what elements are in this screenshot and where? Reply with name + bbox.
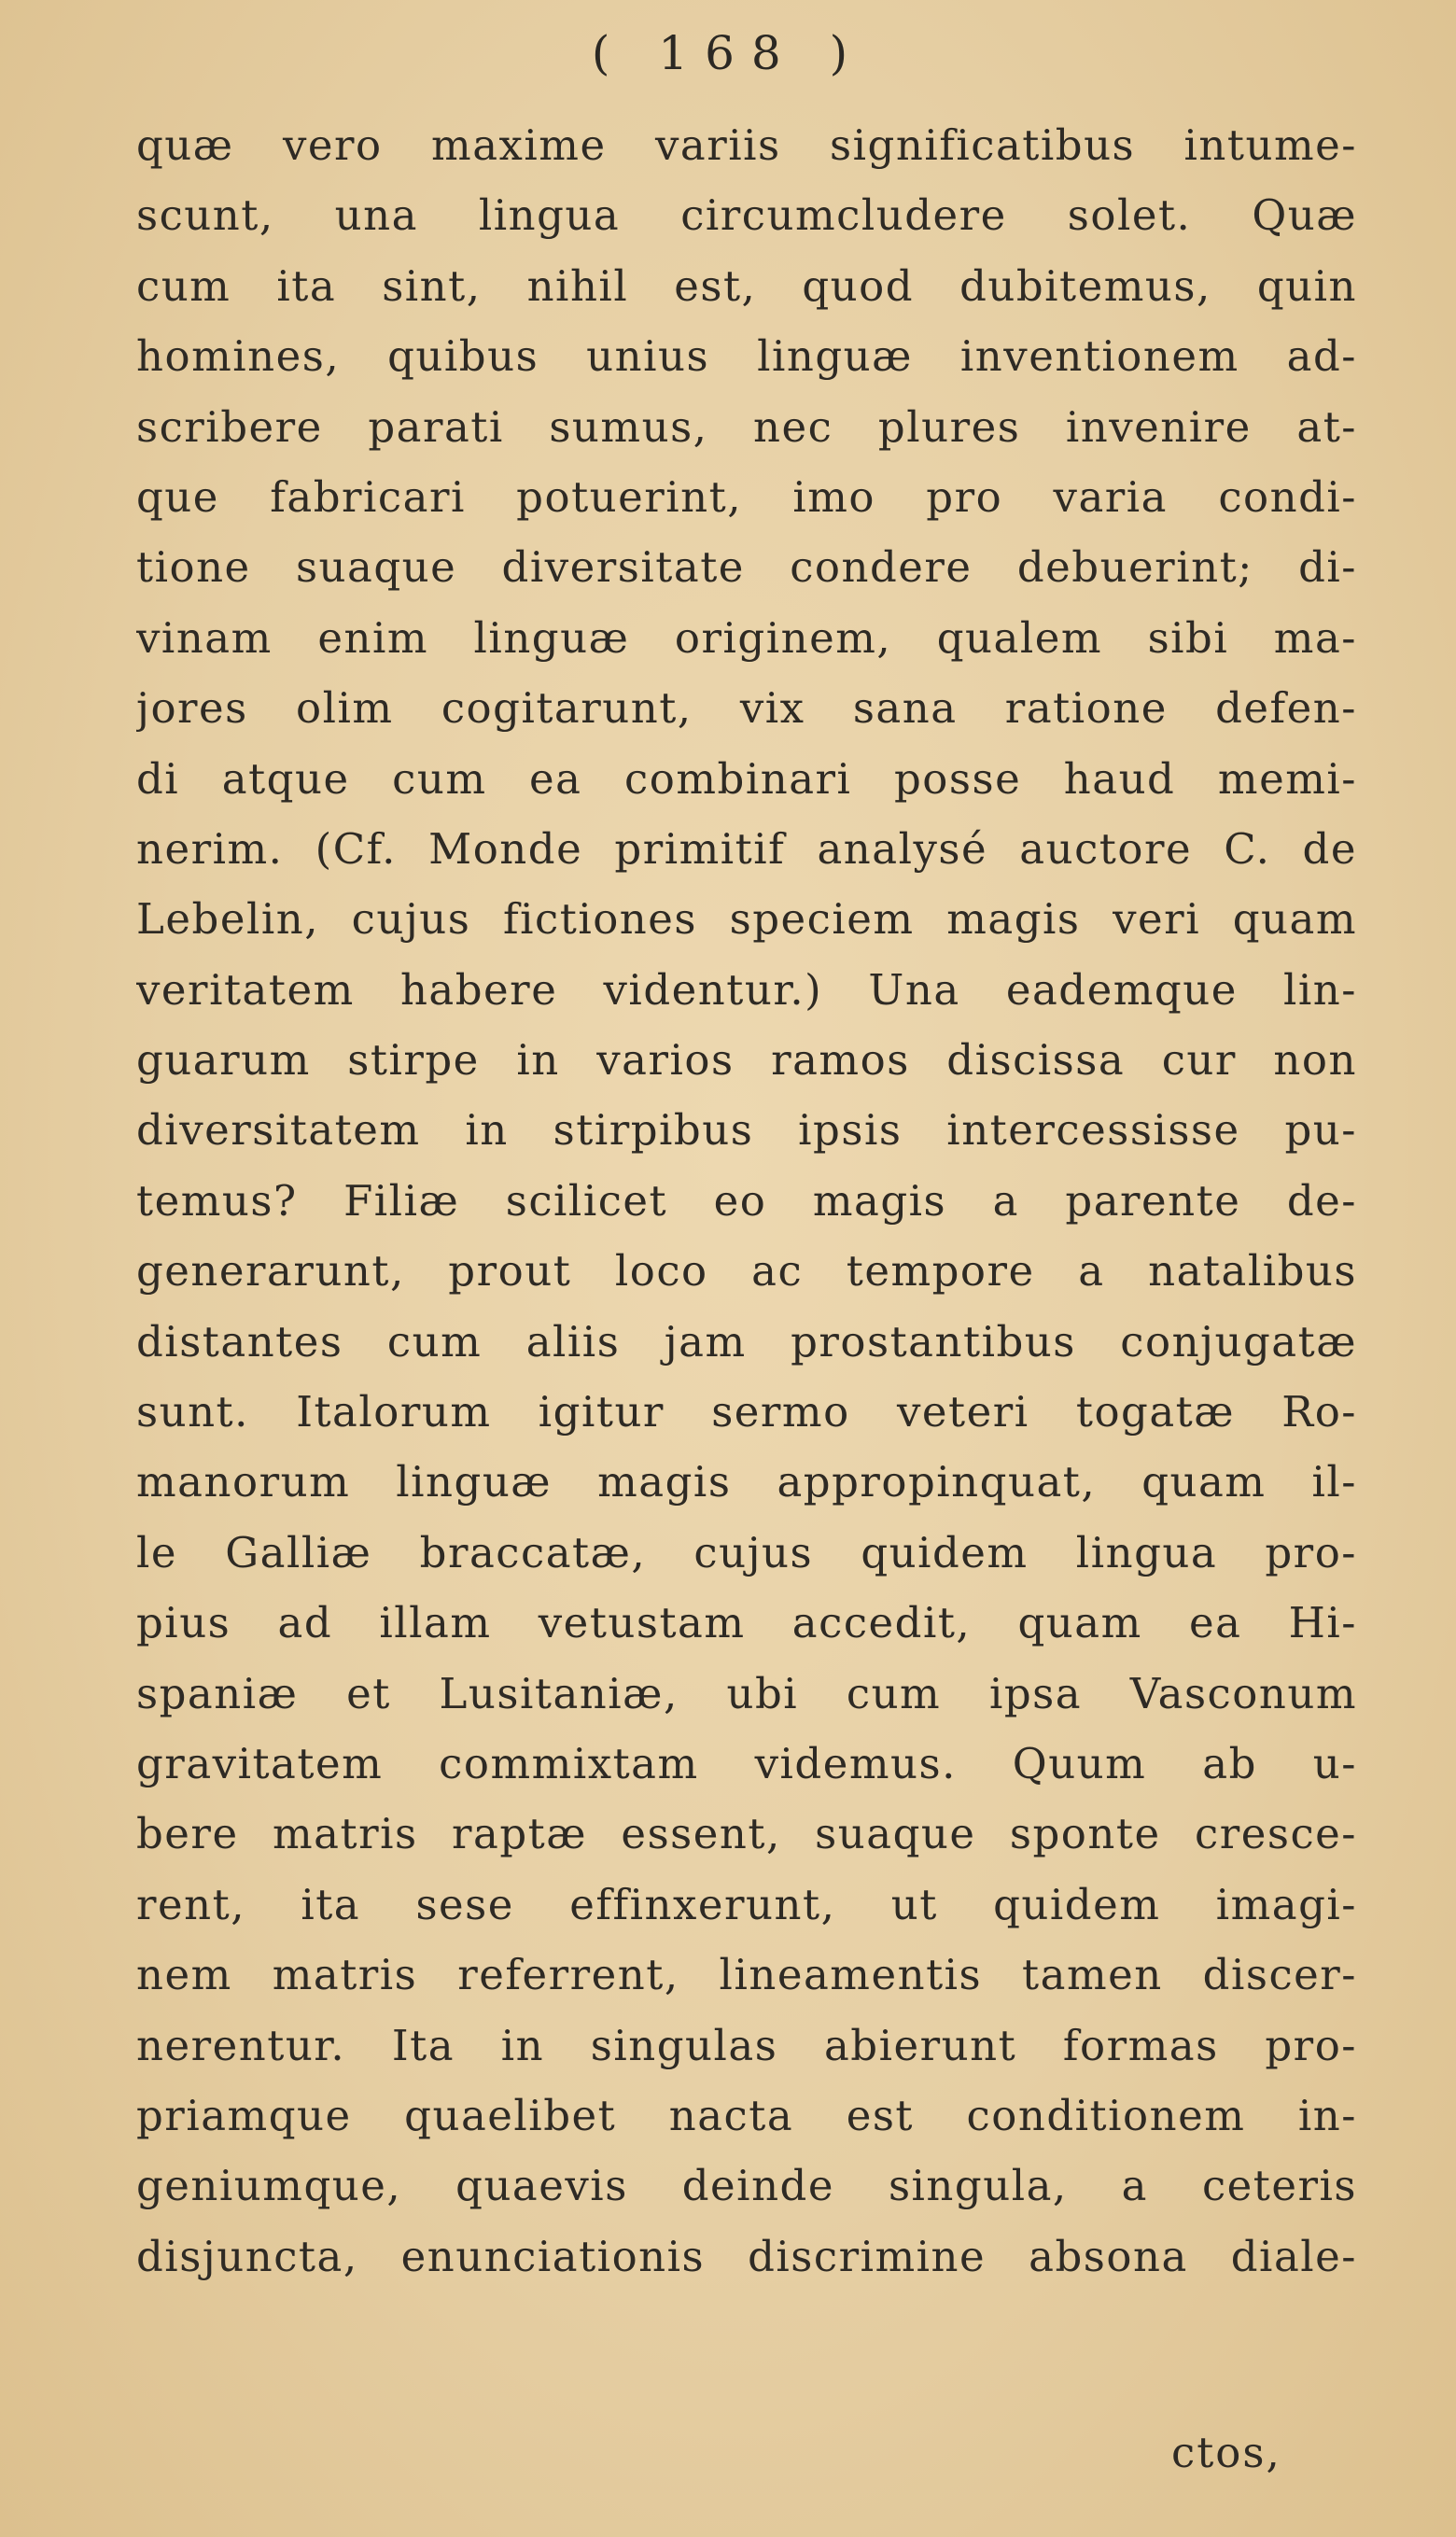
text-line: le Galliæ braccatæ, cujus quidem lingua pro- <box>136 1527 1357 1577</box>
catchword: ctos, <box>1171 2428 1281 2477</box>
text-line: temus? Filiæ scilicet eo magis a parente de- <box>136 1175 1357 1226</box>
text-line: di atque cum ea combinari posse haud memi- <box>136 753 1357 804</box>
text-line: scribere parati sumus, nec plures invenire at- <box>136 401 1357 452</box>
text-line: priamque quaelibet nacta est conditionem in- <box>136 2090 1357 2140</box>
text-line: gravitatem commixtam videmus. Quum ab u- <box>136 1738 1357 1788</box>
text-line: Lebelin, cujus fictiones speciem magis veri quam <box>136 894 1357 945</box>
text-line: veritatem habere videntur.) Una eademque lin- <box>136 964 1357 1015</box>
text-line: generarunt, prout loco ac tempore a natalibus <box>136 1246 1357 1297</box>
text-line: nerim. (Cf. Monde primitif analysé auctore C. de <box>136 823 1357 874</box>
text-line: spaniæ et Lusitaniæ, ubi cum ipsa Vasconum <box>136 1668 1357 1718</box>
text-line: homines, quibus unius linguæ inventionem ad- <box>136 331 1357 382</box>
text-line: disjuncta, enunciationis discrimine absona diale- <box>136 2231 1357 2281</box>
text-line: scunt, una lingua circumcludere solet. Quæ <box>136 190 1357 241</box>
text-line: jores olim cogitarunt, vix sana ratione defen- <box>136 683 1357 734</box>
text-line: quæ vero maxime variis significatibus intume- <box>136 120 1357 170</box>
text-line: diversitatem in stirpibus ipsis intercessisse pu- <box>136 1105 1357 1156</box>
text-line: que fabricari potuerint, imo pro varia condi- <box>136 471 1357 522</box>
text-line: sunt. Italorum igitur sermo veteri togatæ Ro- <box>136 1387 1357 1437</box>
text-line: pius ad illam vetustam accedit, quam ea Hi- <box>136 1598 1357 1648</box>
text-line: cum ita sint, nihil est, quod dubitemus, quin <box>136 260 1357 311</box>
text-line: rent, ita sese effinxerunt, ut quidem imagi- <box>136 1879 1357 1929</box>
text-line: vinam enim linguæ originem, qualem sibi ma- <box>136 612 1357 663</box>
text-line: geniumque, quaevis deinde singula, a ceteris <box>136 2161 1357 2211</box>
text-line: bere matris raptæ essent, suaque sponte cresce- <box>136 1809 1357 1859</box>
page-number: ( 168 ) <box>591 26 865 80</box>
text-line: nerentur. Ita in singulas abierunt formas pro- <box>136 2020 1357 2070</box>
text-line: distantes cum aliis jam prostantibus conjugatæ <box>136 1316 1357 1367</box>
text-line: nem matris referrent, lineamentis tamen discer- <box>136 1950 1357 2000</box>
text-line: tione suaque diversitate condere debuerint; di- <box>136 542 1357 593</box>
text-line: guarum stirpe in varios ramos discissa cur non <box>136 1035 1357 1086</box>
body-text <box>136 110 1357 2292</box>
text-line: manorum linguæ magis appropinquat, quam il- <box>136 1457 1357 1507</box>
